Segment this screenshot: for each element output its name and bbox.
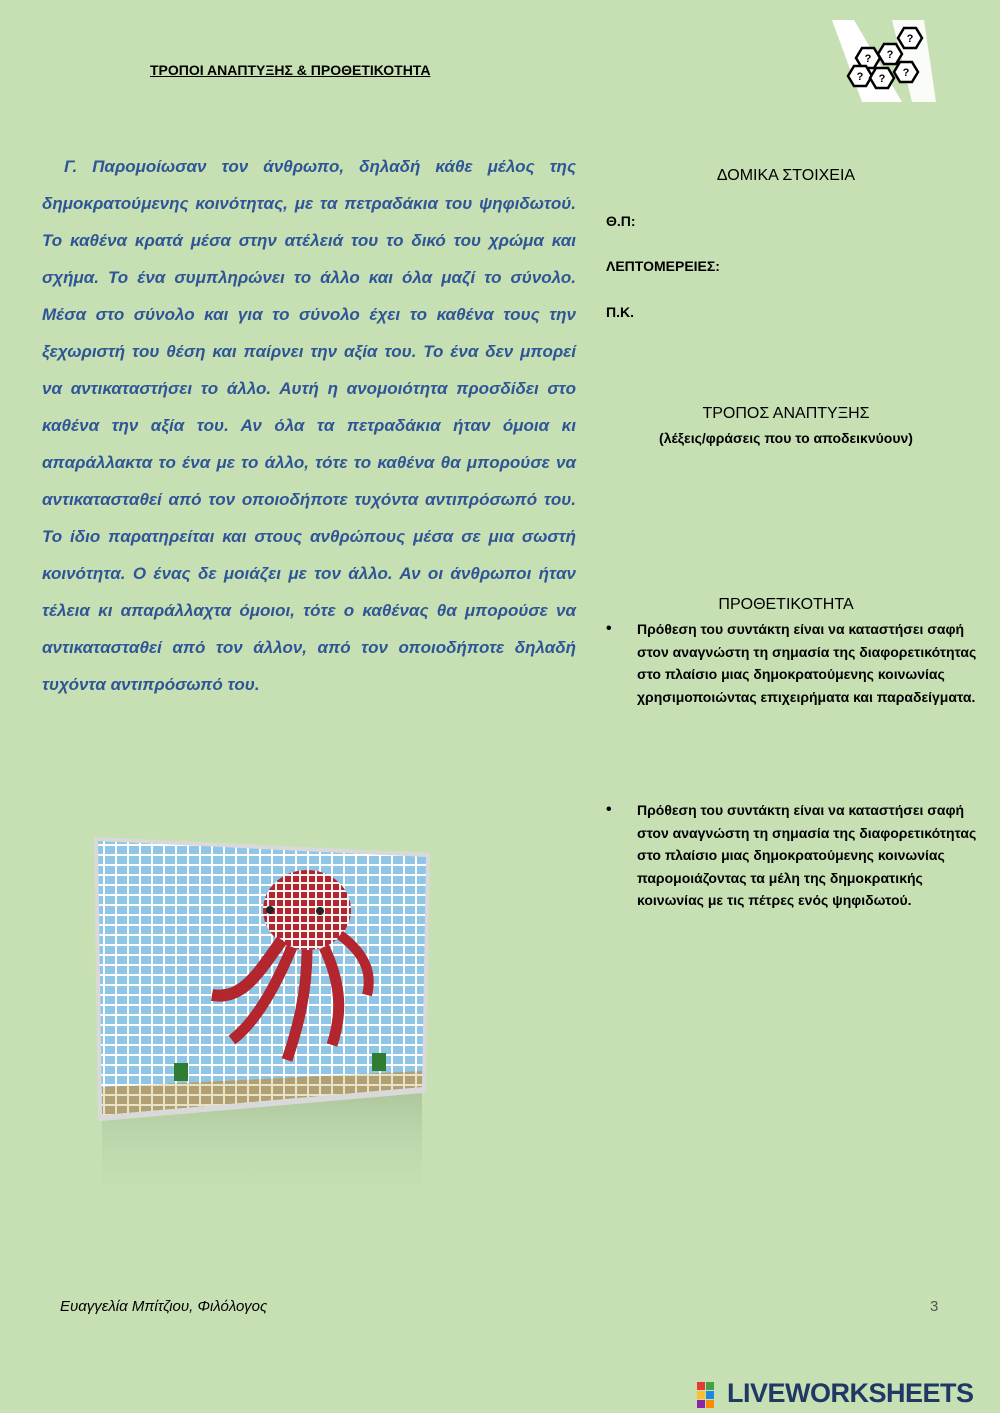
liveworksheets-brand-text: LIVEWORKSHEETS [727, 1378, 974, 1408]
page-header-title: ΤΡΟΠΟΙ ΑΝΑΠΤΥΞΗΣ & ΠΡΟΘΕΤΙΚΟΤΗΤΑ [150, 62, 431, 78]
purpose-bullet-text: Πρόθεση του συντάκτη είναι να καταστήσει σαφή στον αναγνώστη τη σημασία της διαφορετικότητας στο πλαίσιο μιας δημοκρατούμενης κοινωνίας παρομοιάζοντας τα μέλη της δημοκρατικής κοινωνίας με τις πέτρες ενός ψηφιδωτού. [637, 802, 977, 908]
octopus-mosaic-image [92, 835, 432, 1215]
purpose-bullet [606, 799, 986, 912]
svg-text:?: ? [864, 53, 872, 65]
structural-elements-heading: ΔΟΜΙΚΑ ΣΤΟΙΧΕΙΑ [716, 167, 856, 184]
footer-author: Ευαγγελία Μπίτζιου, Φιλόλογος [60, 1298, 268, 1315]
passage-text: Γ. Παρομοίωσαν τον άνθρωπο, δηλαδή κάθε μέλος της δημοκρατούμενης κοινότητας, με τα πετραδάκια του ψηφιδωτού. Το καθένα κρατά μέσα στην ατέλειά του το δικό του χρώμα και σχήμα. Το ένα συμπληρώνει το άλλο και όλα μαζί το σύνολο. Μέσα στο σύνολο και για το σύνολο έχει το καθένα τους την ξεχωριστή του θέση και παίρνει την αξία του. Το ένα δεν μπορεί να αντικαταστήσει το άλλο. Αυτή η ανομοιότητα προσδίδει στο καθένα την αξία του. Αν όλα τα πετραδάκια ήταν όμοια κι απαράλλακτα το ένα με το άλλο, τότε το καθένα θα μπορούσε να αντικατασταθεί από τον οποιοδήποτε τυχόντα αντιπρόσωπό του. Το ίδιο παρατηρείται και στους ανθρώπους μέσα σε μια σωστή κοινότητα. Ο ένας δε μοιάζει με τον άλλο. Αν οι άνθρωποι ήταν τέλεια κι απαράλλαχτα όμοιοι, τότε ο καθένας θα μπορούσε να αντικατασταθεί από τον άλλον, από τον οποιοδήποτε δηλαδή τυχόντα αντιπρόσωπό του. [42, 157, 576, 694]
svg-text:?: ? [856, 71, 864, 83]
svg-text:?: ? [906, 33, 914, 45]
liveworksheets-brand[interactable] [697, 1376, 997, 1412]
svg-text:?: ? [886, 49, 894, 61]
hexagon-question-logo-icon [832, 20, 936, 102]
bullet-marker: • [606, 801, 612, 818]
development-method-subtitle: (λέξεις/φράσεις που το αποδεικνύουν) [659, 430, 913, 446]
svg-text:?: ? [902, 67, 910, 79]
page-number: 3 [930, 1298, 939, 1315]
development-method-heading: ΤΡΟΠΟΣ ΑΝΑΠΤΥΞΗΣ [702, 405, 870, 422]
purpose-heading: ΠΡΟΘΕΤΙΚΟΤΗΤΑ [718, 596, 854, 613]
liveworksheets-logo-icon [697, 1382, 723, 1408]
purpose-bullet [606, 618, 986, 708]
thematic-sentence-label: Θ.Π: [606, 213, 636, 229]
svg-text:?: ? [878, 73, 886, 85]
purpose-bullet-text: Πρόθεση του συντάκτη είναι να καταστήσει σαφή στον αναγνώστη τη σημασία της διαφορετικότητας στο πλαίσιο μιας δημοκρατούμενης κοινωνίας χρησιμοποιώντας επιχειρήματα και παραδείγματα. [637, 621, 977, 705]
details-label: ΛΕΠΤΟΜΕΡΕΙΕΣ: [606, 258, 720, 274]
bullet-marker: • [606, 620, 612, 637]
concluding-sentence-label: Π.Κ. [606, 304, 634, 320]
